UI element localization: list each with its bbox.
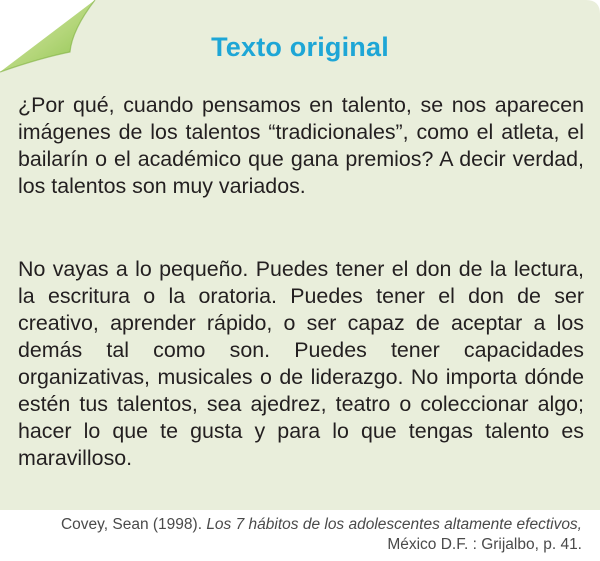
paragraph-2: No vayas a lo pequeño. Puedes tener el don de la lectura, la escritura o la oratoria. Puedes tener el don de ser creativo, aprender rápido, o ser capaz de aceptar a los demás tal como son. Puedes tener capacidades organizativas, musicales o de liderazgo. No importa dónde estén tus talentos, sea ajedrez, teatro o coleccionar algo; hacer lo que te gusta y para lo que tengas talento es maravilloso. <box>18 257 584 470</box>
paragraph-1: ¿Por qué, cuando pensamos en talento, se nos aparecen imágenes de los talentos “tradicionales”, como el atleta, el bailarín o el académico que gana premios? A decir verdad, los talentos son muy variados. <box>18 93 584 198</box>
citation-publication: México D.F. : Grijalbo, p. 41. <box>387 536 582 553</box>
card-title: Texto original <box>211 32 389 62</box>
citation-work: Los 7 hábitos de los adolescentes altamente efectivos, <box>206 516 582 533</box>
citation <box>12 515 582 555</box>
citation-author: Covey, Sean (1998). <box>60 516 207 533</box>
